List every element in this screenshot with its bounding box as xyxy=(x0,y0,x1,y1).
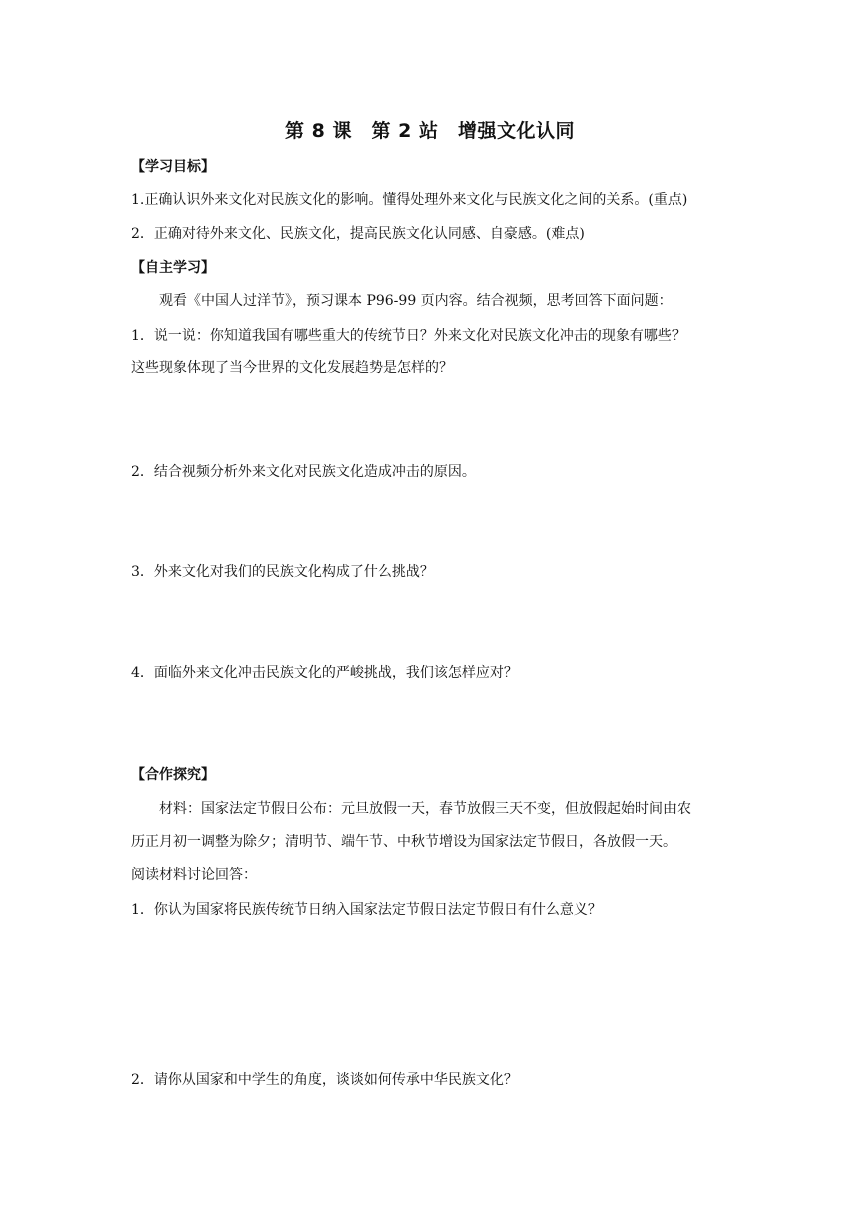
material-instruction: 阅读材料讨论回答： xyxy=(131,867,257,883)
page-title: 第 8 课 第 2 站 增强文化认同 xyxy=(285,120,575,142)
question-item: 4．面临外来文化冲击民族文化的严峻挑战，我们该怎样应对？ xyxy=(131,665,518,681)
objective-item: 2．正确对待外来文化、民族文化，提高民族文化认同感、自豪感。(难点) xyxy=(131,226,585,242)
cooperation-heading: 【合作探究】 xyxy=(131,767,215,783)
question-item-continued: 这些现象体现了当今世界的文化发展趋势是怎样的？ xyxy=(131,360,453,376)
objectives-heading: 【学习目标】 xyxy=(131,159,215,175)
material-text: 历正月初一调整为除夕；清明节、端午节、中秋节增设为国家法定节假日，各放假一天。 xyxy=(131,834,677,850)
discussion-question: 2．请你从国家和中学生的角度，谈谈如何传承中华民族文化？ xyxy=(131,1072,518,1088)
material-text: 材料：国家法定节假日公布：元旦放假一天，春节放假三天不变，但放假起始时间由农 xyxy=(159,801,691,817)
self-study-heading: 【自主学习】 xyxy=(131,260,215,276)
question-item: 1．说一说：你知道我国有哪些重大的传统节日？外来文化对民族文化冲击的现象有哪些？ xyxy=(131,328,686,344)
self-study-intro: 观看《中国人过洋节》，预习课本 P96-99 页内容。结合视频，思考回答下面问题： xyxy=(159,293,673,309)
objective-item: 1.正确认识外来文化对民族文化的影响。懂得处理外来文化与民族文化之间的关系。(重点) xyxy=(131,192,688,208)
question-item: 2．结合视频分析外来文化对民族文化造成冲击的原因。 xyxy=(131,464,476,480)
question-item: 3．外来文化对我们的民族文化构成了什么挑战？ xyxy=(131,564,434,580)
discussion-question: 1．你认为国家将民族传统节日纳入国家法定节假日法定节假日有什么意义？ xyxy=(131,902,602,918)
